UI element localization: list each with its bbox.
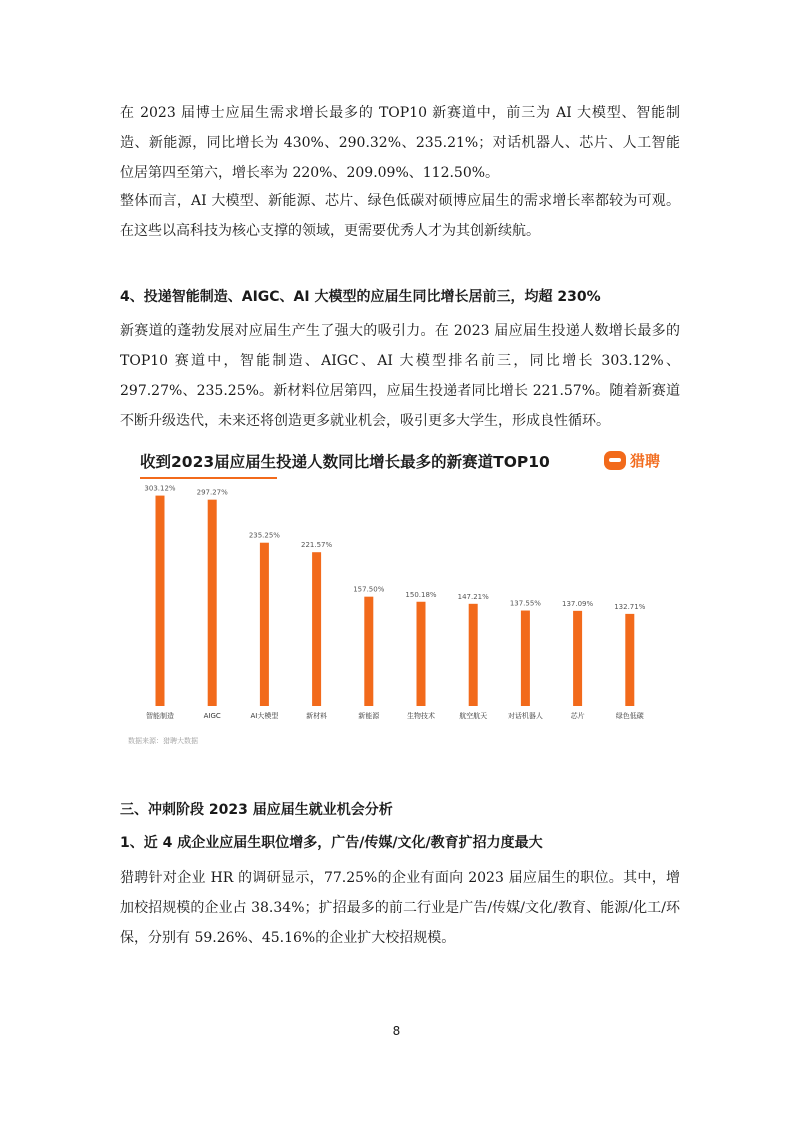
category-label-9: 绿色低碳 <box>615 712 644 720</box>
chart-source: 数据来源：猎聘大数据 <box>128 737 198 745</box>
paragraph-hr-survey: 猎聘针对企业 HR 的调研显示，77.25%的企业有面向 2023 届应届生的职位。其中，增加校招规模的企业占 38.34%；扩招最多的前二行业是广告/传媒/文化/教育、能源/化工/环保，分别有 59.26%、45.16%的企业扩大校招规模。 <box>120 870 680 946</box>
category-label-0: 智能制造 <box>146 712 174 720</box>
bar-chart <box>118 440 678 758</box>
category-label-2: AI大模型 <box>250 712 279 720</box>
category-label-8: 芯片 <box>570 712 585 720</box>
bar-0 <box>156 496 165 706</box>
chart-title: 收到2023届应届生投递人数同比增长最多的新赛道TOP10 <box>140 453 550 471</box>
value-label-3: 221.57% <box>301 541 333 550</box>
value-label-2: 235.25% <box>248 531 280 540</box>
section-heading-4: 4、投递智能制造、AIGC、AI 大模型的应届生同比增长居前三，均超 230% <box>120 289 601 305</box>
category-label-4: 新能源 <box>358 712 380 720</box>
category-label-3: 新材料 <box>306 712 328 720</box>
paragraph-applications-growth: 新赛道的蓬勃发展对应届生产生了强大的吸引力。在 2023 届应届生投递人数增长最多的 TOP10 赛道中，智能制造、AIGC、AI 大模型排名前三，同比增长 303.12%、297.27%、235.25%。新材料位居第四，应届生投递者同比增长 221.57%。随着新赛道不断升级迭代，未来还将创造更多就业机会，吸引更多大学生，形成良性循环。 <box>120 323 680 429</box>
bar-6 <box>469 604 478 706</box>
bar-3 <box>312 552 321 706</box>
bar-9 <box>625 614 634 706</box>
section-heading-3: 三、冲刺阶段 2023 届应届生就业机会分析 <box>120 802 393 818</box>
value-label-9: 132.71% <box>614 602 646 611</box>
bar-4 <box>364 597 373 706</box>
bar-2 <box>260 543 269 706</box>
bar-8 <box>573 611 582 706</box>
paragraph-doctoral-demand: 在 2023 届博士应届生需求增长最多的 TOP10 新赛道中，前三为 AI 大模型、智能制造、新能源，同比增长为 430%、290.32%、235.21%；对话机器人、芯片、人工智能位居第四至第六，增长率为 220%、209.09%、112.50%。 <box>120 105 680 181</box>
page-number: 8 <box>392 1024 401 1038</box>
value-label-0: 303.12% <box>144 484 176 493</box>
value-label-7: 137.55% <box>509 599 541 608</box>
value-label-1: 297.27% <box>196 488 228 497</box>
category-label-7: 对话机器人 <box>507 712 543 720</box>
chart-plot <box>118 440 678 740</box>
paragraph-overall-summary: 整体而言，AI 大模型、新能源、芯片、绿色低碳对硕博应届生的需求增长率都较为可观。在这些以高科技为核心支撑的领域，更需要优秀人才为其创新续航。 <box>120 193 680 239</box>
brand-name: 猎聘 <box>629 452 660 470</box>
value-label-4: 157.50% <box>353 585 385 594</box>
category-label-5: 生物技术 <box>407 712 435 720</box>
value-label-6: 147.21% <box>457 592 489 601</box>
bar-1 <box>208 500 217 706</box>
value-label-5: 150.18% <box>405 590 437 599</box>
bar-5 <box>417 602 426 706</box>
subsection-heading-1: 1、近 4 成企业应届生职位增多，广告/传媒/文化/教育扩招力度最大 <box>120 835 543 851</box>
value-label-8: 137.09% <box>562 599 594 608</box>
category-label-1: AIGC <box>203 712 221 720</box>
category-label-6: 航空航天 <box>459 712 488 720</box>
bar-7 <box>521 611 530 706</box>
